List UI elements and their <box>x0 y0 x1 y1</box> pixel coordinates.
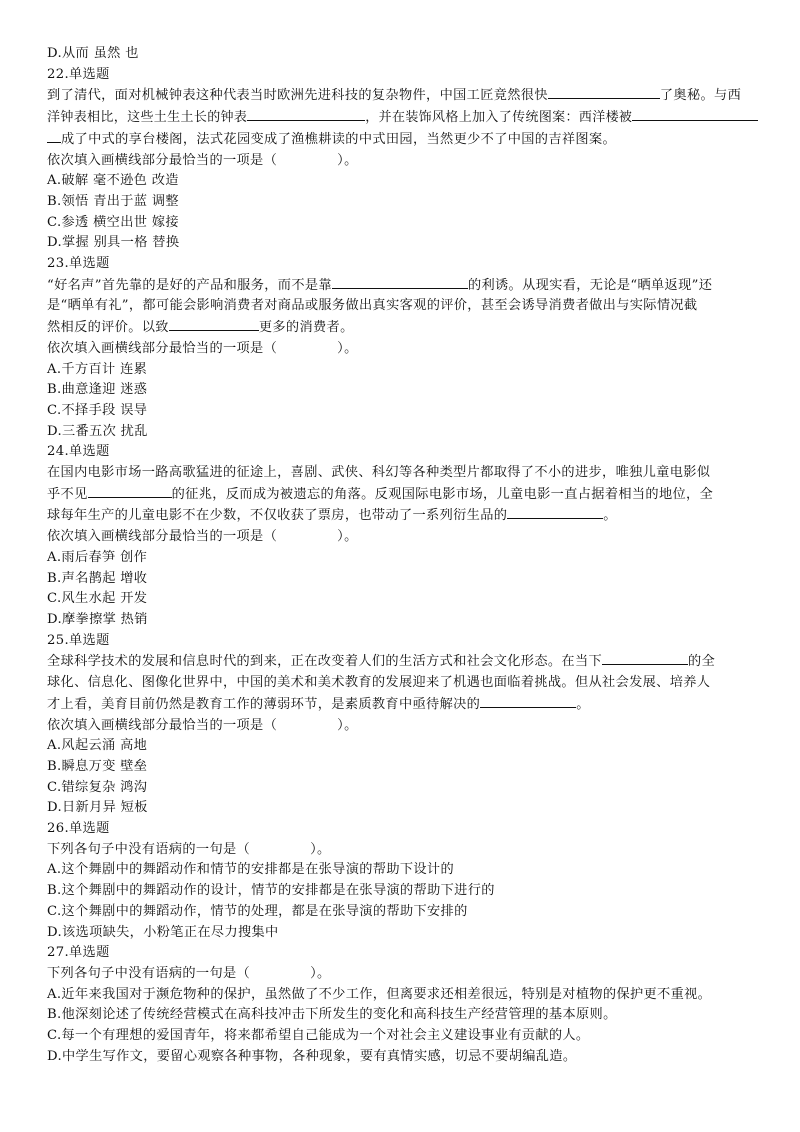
prompt-text: 依次填入画横线部分最恰当的一项是（ <box>47 717 278 733</box>
prompt-text: 下列各句子中没有语病的一句是（ <box>47 965 251 981</box>
q23-text: 的利诱。从现实看，无论是“晒单返现”还 <box>467 277 713 293</box>
q25-text: 全球科学技术的发展和信息时代的到来，正在改变着人们的生活方式和社会文化形态。在当下 <box>47 654 603 670</box>
q23-heading: 23.单选题 <box>47 256 110 272</box>
q24-stem-line: 在国内电影市场一路高歌猛进的征途上，喜剧、武侠、科幻等各种类型片都取得了不小的进步，唯独儿童电影似 <box>47 465 711 481</box>
q22-prompt <box>47 151 759 172</box>
q22-text: 洋钟表相比，这些土生土长的钟表 <box>47 110 248 126</box>
q22-heading: 22.单选题 <box>47 66 110 82</box>
q22-option-c: C.参透 横空出世 嫁接 <box>47 214 179 230</box>
q23-stem-line <box>47 275 759 297</box>
q24-option-d: D.摩拳擦掌 热销 <box>47 611 148 627</box>
q27-option-b: B.他深刻论述了传统经营模式在高科技冲击下所发生的变化和高科技生产经营管理的基本原则。 <box>47 1007 617 1023</box>
q22-text: 到了清代，面对机械钟表这种代表当时欧洲先进科技的复杂物件，中国工匠竟然很快 <box>47 88 548 104</box>
prompt-text: 依次填入画横线部分最恰当的一项是（ <box>47 152 278 168</box>
q23-text: 更多的消费者。 <box>258 320 354 336</box>
q27-heading: 27.单选题 <box>47 945 110 961</box>
q25-stem-line: 球化、信息化、图像化世界中，中国的美术和美术教育的发展迎来了机遇也面临着挑战。但从社会发展、培养人 <box>47 675 711 691</box>
q22-option-a: A.破解 毫不逊色 改造 <box>47 173 179 189</box>
q22-stem-line <box>47 107 759 129</box>
q22-option-b: B.领悟 青出于蓝 调整 <box>47 193 179 209</box>
q26-option-c: C.这个舞剧中的舞蹈动作，情节的处理，都是在张导演的帮助下安排的 <box>47 903 468 919</box>
fill-blank <box>548 85 660 99</box>
q26-prompt <box>47 840 759 861</box>
q22-text: 了奥秘。与西 <box>659 88 742 104</box>
prompt-text: ）。 <box>337 717 358 733</box>
q22-text: ，并在装饰风格上加入了传统图案：西洋楼被 <box>365 110 633 126</box>
q24-prompt <box>47 527 759 548</box>
fill-blank <box>169 317 259 331</box>
q26-option-d: D.该选项缺失，小粉笔正在尽力搜集中 <box>47 924 279 940</box>
q23-option-c: C.不择手段 误导 <box>47 402 148 418</box>
q23-stem-line: 是“晒单有礼”，都可能会影响消费者对商品或服务做出真实客观的评价，甚至会诱导消费者做出与实际情况截 <box>47 298 698 314</box>
prompt-text: 下列各句子中没有语病的一句是（ <box>47 841 251 857</box>
fill-blank <box>507 505 603 519</box>
q23-option-b: B.曲意逢迎 迷惑 <box>47 382 148 398</box>
q27-prompt <box>47 964 759 985</box>
q25-text: 才上看，美育目前仍然是教育工作的薄弱环节，是素质教育中亟待解决的 <box>47 696 481 712</box>
fill-blank <box>332 275 468 289</box>
prompt-text: ）。 <box>337 529 358 545</box>
q25-option-b: B.瞬息万变 壁垒 <box>47 758 148 774</box>
q23-option-d: D.三番五次 扰乱 <box>47 423 148 439</box>
q23-text: “好名声”首先靠的是好的产品和服务，而不是靠 <box>47 277 332 293</box>
q24-text: 乎不见 <box>47 486 88 502</box>
q22-stem-line <box>47 85 759 107</box>
q27-option-d: D.中学生写作文，要留心观察各种事物，各种现象，要有真情实感，切忌不要胡编乱造。 <box>47 1048 577 1064</box>
q24-heading: 24.单选题 <box>47 444 110 460</box>
q23-stem-line <box>47 317 759 339</box>
q22-stem-line <box>47 129 759 151</box>
prompt-text: ）。 <box>337 152 358 168</box>
q23-prompt <box>47 339 759 360</box>
q25-heading: 25.单选题 <box>47 632 110 648</box>
fill-blank <box>480 694 576 708</box>
q22-option-d: D.掌握 别具一格 替换 <box>47 235 180 251</box>
q24-stem-line <box>47 505 759 527</box>
q24-stem-line <box>47 484 759 506</box>
option-d-prev: D.从而 虽然 也 <box>47 46 139 61</box>
q24-text: 的征兆，反而成为被遗忘的角落。反观国际电影市场，儿童电影一直占据着相当的地位，全 <box>171 486 714 502</box>
prompt-text: ）。 <box>310 841 331 857</box>
q25-stem-line <box>47 651 759 673</box>
fill-blank <box>632 107 758 121</box>
fill-blank <box>88 484 172 498</box>
q23-text: 然相反的评价。以致 <box>47 320 169 336</box>
q24-option-c: C.风生水起 开发 <box>47 591 148 607</box>
q26-option-b: B.这个舞剧中的舞蹈动作的设计，情节的安排都是在张导演的帮助下进行的 <box>47 883 495 899</box>
fill-blank <box>47 129 61 143</box>
q25-option-d: D.日新月异 短板 <box>47 800 148 816</box>
q24-option-b: B.声名鹊起 增收 <box>47 570 148 586</box>
q24-text: 。 <box>603 508 617 524</box>
q25-option-c: C.错综复杂 鸿沟 <box>47 779 148 795</box>
fill-blank <box>602 651 688 665</box>
q25-text: 。 <box>576 696 590 712</box>
q25-option-a: A.风起云涌 高地 <box>47 738 148 754</box>
q27-option-c: C.每一个有理想的爱国青年，将来都希望自己能成为一个对社会主义建设事业有贡献的人。 <box>47 1028 590 1044</box>
fill-blank <box>247 107 365 121</box>
prompt-text: ）。 <box>310 965 331 981</box>
q24-text: 球每年生产的儿童电影不在少数，不仅收获了票房，也带动了一系列衍生品的 <box>47 508 508 524</box>
prompt-text: 依次填入画横线部分最恰当的一项是（ <box>47 529 278 545</box>
q23-option-a: A.千方百计 连累 <box>47 361 148 377</box>
prompt-text: ）。 <box>337 340 358 356</box>
question-document <box>47 44 759 1067</box>
q24-option-a: A.雨后春笋 创作 <box>47 549 148 565</box>
prompt-text: 依次填入画横线部分最恰当的一项是（ <box>47 340 278 356</box>
q27-option-a: A.近年来我国对于濒危物种的保护，虽然做了不少工作，但离要求还相差很远，特别是对植物的保护更不重视。 <box>47 986 712 1002</box>
q25-prompt <box>47 716 759 737</box>
q22-text: 成了中式的享台楼阁，法式花园变成了渔樵耕读的中式田园，当然更少不了中国的吉祥图案。 <box>61 131 617 147</box>
q25-text: 的全 <box>688 654 716 670</box>
q26-heading: 26.单选题 <box>47 821 110 837</box>
q25-stem-line <box>47 694 759 716</box>
q26-option-a: A.这个舞剧中的舞蹈动作和情节的安排都是在张导演的帮助下设计的 <box>47 862 455 878</box>
